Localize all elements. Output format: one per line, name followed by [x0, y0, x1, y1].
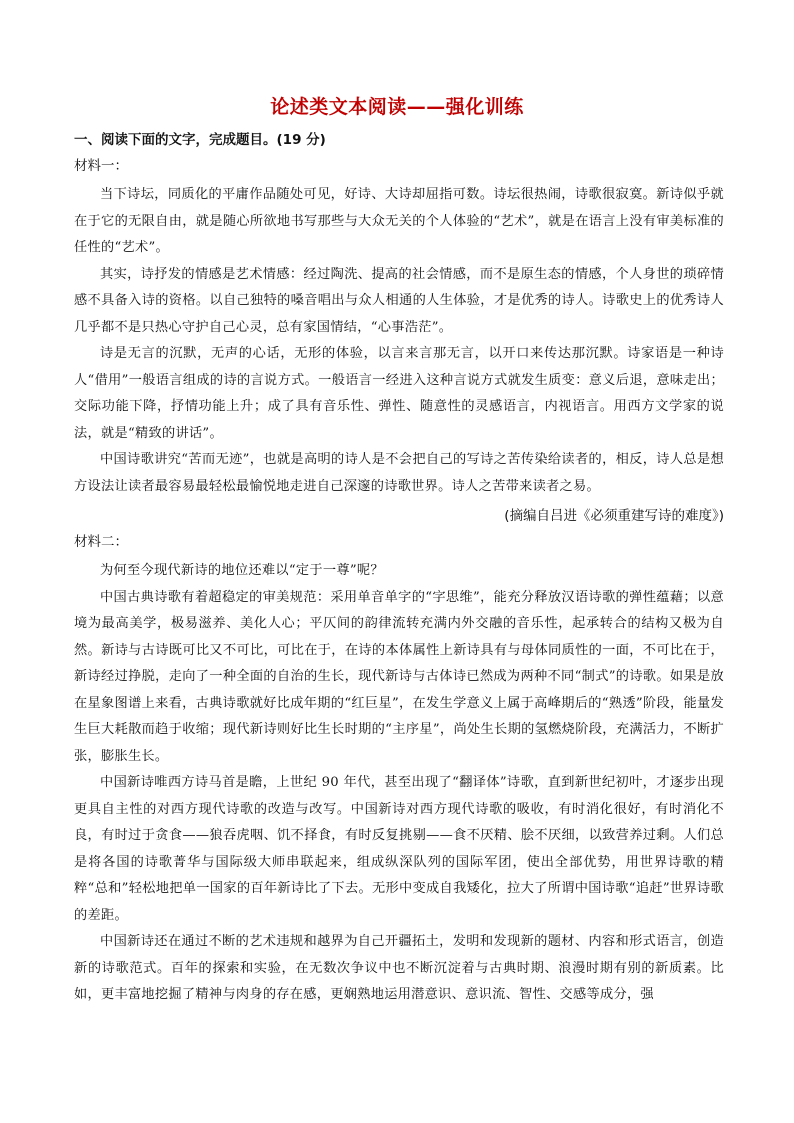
material-one-paragraph: 当下诗坛，同质化的平庸作品随处可见，好诗、大诗却屈指可数。诗坛很热闹，诗歌很寂寞。新诗似乎就在于它的无限自由，就是随心所欲地书写那些与大众无关的个人体验的“艺术”，就是在语言上没有审美标准的任性的“艺术”。	[74, 187, 724, 255]
material-one-source: (摘编自吕进《必须重建写诗的难度》)	[504, 508, 724, 524]
material-two-paragraph: 中国新诗还在通过不断的艺术违规和越界为自己开疆拓土，发明和发现新的题材、内容和形式语言，创造新的诗歌范式。百年的探索和实验，在无数次争议中也不断沉淀着与古典时期、浪漫时期有别的新质素。比如，更丰富地挖掘了精神与肉身的存在感，更娴熟地运用潜意识、意识流、智性、交感等成分，强	[74, 934, 724, 1002]
material-one-paragraph: 诗是无言的沉默，无声的心话，无形的体验，以言来言那无言，以开口来传达那沉默。诗家语是一种诗人“借用”一般语言组成的诗的言说方式。一般语言一经进入这种言说方式就发生质变：意义后退，意味走出；交际功能下降，抒情功能上升；成了具有音乐性、弹性、随意性的灵感语言，内视语言。用西方文学家的说法，就是“精致的讲话”。	[74, 346, 724, 441]
material-one-paragraph: 其实，诗抒发的情感是艺术情感：经过陶洗、提高的社会情感，而不是原生态的情感，个人身世的琐碎情感不具备入诗的资格。以自己独特的嗓音唱出与众人相通的人生体验，才是优秀的诗人。诗歌史上的优秀诗人几乎都不是只热心守护自己心灵，总有家国情结，“心事浩茫”。	[74, 266, 724, 335]
material-two-label: 材料二：	[74, 534, 128, 550]
material-two-paragraph: 为何至今现代新诗的地位还难以“定于一尊”呢？	[100, 563, 384, 578]
material-one-label: 材料一：	[74, 158, 128, 174]
material-two-paragraph: 中国新诗唯西方诗马首是瞻，上世纪 90 年代，甚至出现了“翻译体”诗歌，直到新世纪初叶，才逐步出现更具自主性的对西方现代诗歌的改造与改写。中国新诗对西方现代诗歌的吸收，有时消化很好，有时消化不良，有时过于贪食——狼吞虎咽、饥不择食，有时反复挑剔——食不厌精、脍不厌细，以致营养过剩。人们总是将各国的诗歌菁华与国际级大师串联起来，组成纵深队列的国际军团，使出全部优势，用世界诗歌的精粹“总和”轻松地把单一国家的百年新诗比了下去。无形中变成自我矮化，拉大了所谓中国诗歌“追赶”世界诗歌的差距。	[74, 775, 724, 923]
material-one-paragraph: 中国诗歌讲究“苦而无迹”，也就是高明的诗人是不会把自己的写诗之苦传染给读者的，相反，诗人总是想方设法让读者最容易最轻松最愉悦地走进自己深邃的诗歌世界。诗人之苦带来读者之易。	[74, 452, 724, 494]
document-title: 论述类文本阅读——强化训练	[270, 96, 524, 118]
material-two-paragraph: 中国古典诗歌有着超稳定的审美规范：采用单音单字的“字思维”，能充分释放汉语诗歌的弹性蕴藉；以意境为最高美学，极易滋养、美化人心；平仄间的韵律流转充满内外交融的音乐性，起承转合的结构又极为自然。新诗与古诗既可比又不可比，可比在于，在诗的本体属性上新诗具有与母体同质性的一面，不可比在于，新诗经过挣脱，走向了一种全面的自治的生长，现代新诗与古体诗已然成为两种不同“制式”的诗歌。如果是放在星象图谱上来看，古典诗歌就好比成年期的“红巨星”，在发生学意义上属于高峰期后的“熟透”阶段，能量发生巨大耗散而趋于收缩；现代新诗则好比生长时期的“主序星”，尚处生长期的氢燃烧阶段，充满活力，不断扩张，膨胀生长。	[74, 589, 724, 764]
question-heading: 一、阅读下面的文字，完成题目。(19 分)	[74, 132, 326, 148]
document-body	[74, 130, 724, 1009]
